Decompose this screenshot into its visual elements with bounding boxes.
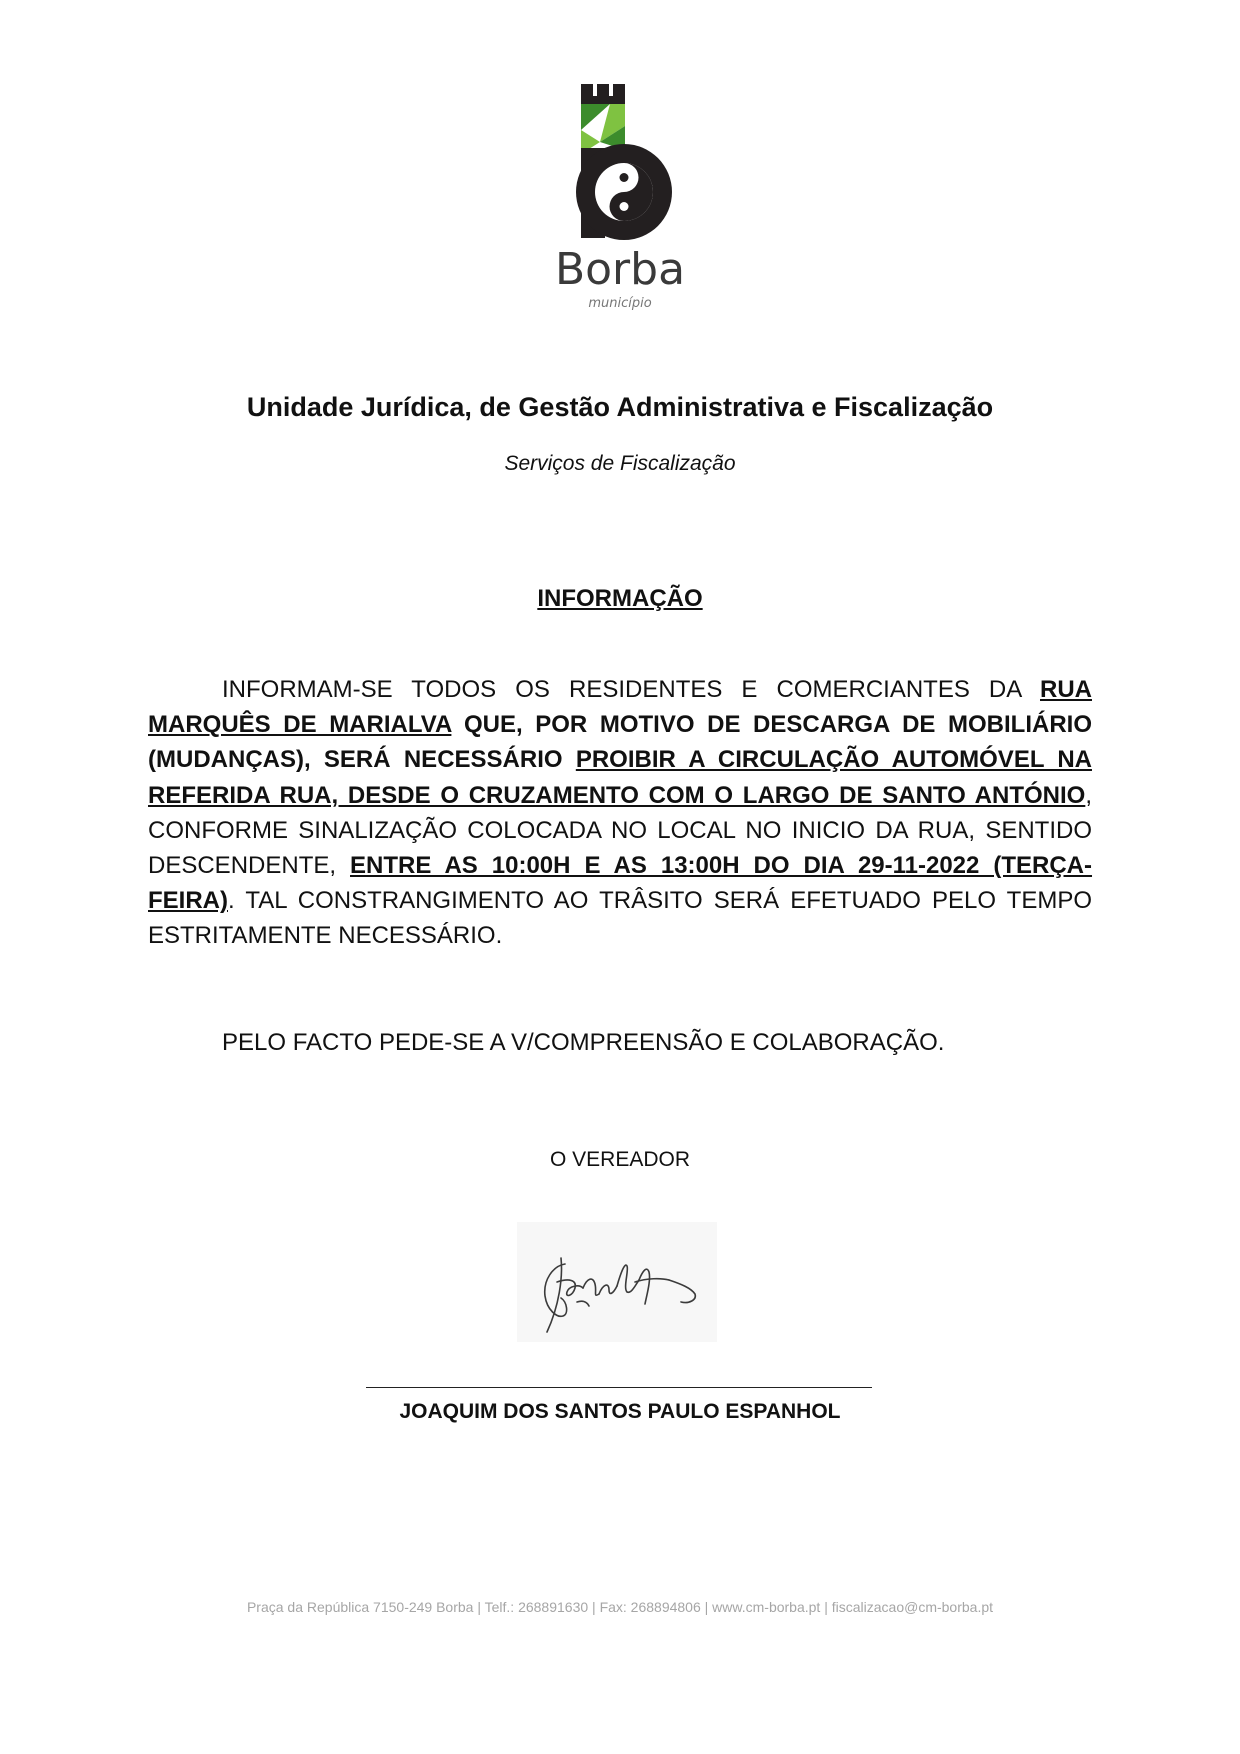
page-footer: Praça da República 7150-249 Borba | Telf.: 268891630 | Fax: 268894806 | www.cm-borba.pt | fiscalizacao@cm-borba.pt xyxy=(246,1599,994,1615)
unit-title: Unidade Jurídica, de Gestão Administrativa e Fiscalização xyxy=(246,392,994,422)
signature-line xyxy=(366,1387,872,1388)
body-text-reason: QUE, POR MOTIVO DE DESCARGA DE MOBILIÁRIO (MUDANÇAS), SERÁ NECESSÁRIO xyxy=(148,711,1092,774)
restriction-schedule: ENTRE AS 10:00H E AS 13:00H DO DIA 29-11-2022 (TERÇA-FEIRA) xyxy=(148,852,1093,915)
logo-wordmark: Borba xyxy=(554,244,686,295)
borba-emblem-icon xyxy=(540,82,700,248)
handwritten-signature xyxy=(517,1222,717,1342)
body-text-intro: INFORMAM-SE TODOS OS RESIDENTES E COMERCIANTES DA xyxy=(222,676,1040,703)
logo-subtitle: município xyxy=(588,296,652,311)
document-heading: INFORMAÇÃO xyxy=(537,585,703,612)
closing-statement: PELO FACTO PEDE-SE A V/COMPREENSÃO E COLABORAÇÃO. xyxy=(222,1029,945,1056)
traffic-restriction: PROIBIR A CIRCULAÇÃO AUTOMÓVEL NA REFERIDA RUA, DESDE O CRUZAMENTO COM O LARGO DE SANTO ANTÓNIO xyxy=(148,746,1092,809)
borba-municipality-logo xyxy=(540,82,700,322)
body-text-signage: , CONFORME SINALIZAÇÃO COLOCADA NO LOCAL NO INICIO DA RUA, SENTIDO DESCENDENTE, xyxy=(148,781,1092,880)
signer-name: JOAQUIM DOS SANTOS PAULO ESPANHOL xyxy=(399,1400,841,1423)
notice-paragraph xyxy=(148,672,1092,954)
body-text-duration: . TAL CONSTRANGIMENTO AO TRÂSITO SERÁ EFETUADO PELO TEMPO ESTRITAMENTE NECESSÁRIO. xyxy=(148,887,1092,950)
unit-subtitle: Serviços de Fiscalização xyxy=(504,452,736,475)
signer-role: O VEREADOR xyxy=(549,1148,691,1171)
street-name: RUA MARQUÊS DE MARIALVA xyxy=(148,676,1092,739)
